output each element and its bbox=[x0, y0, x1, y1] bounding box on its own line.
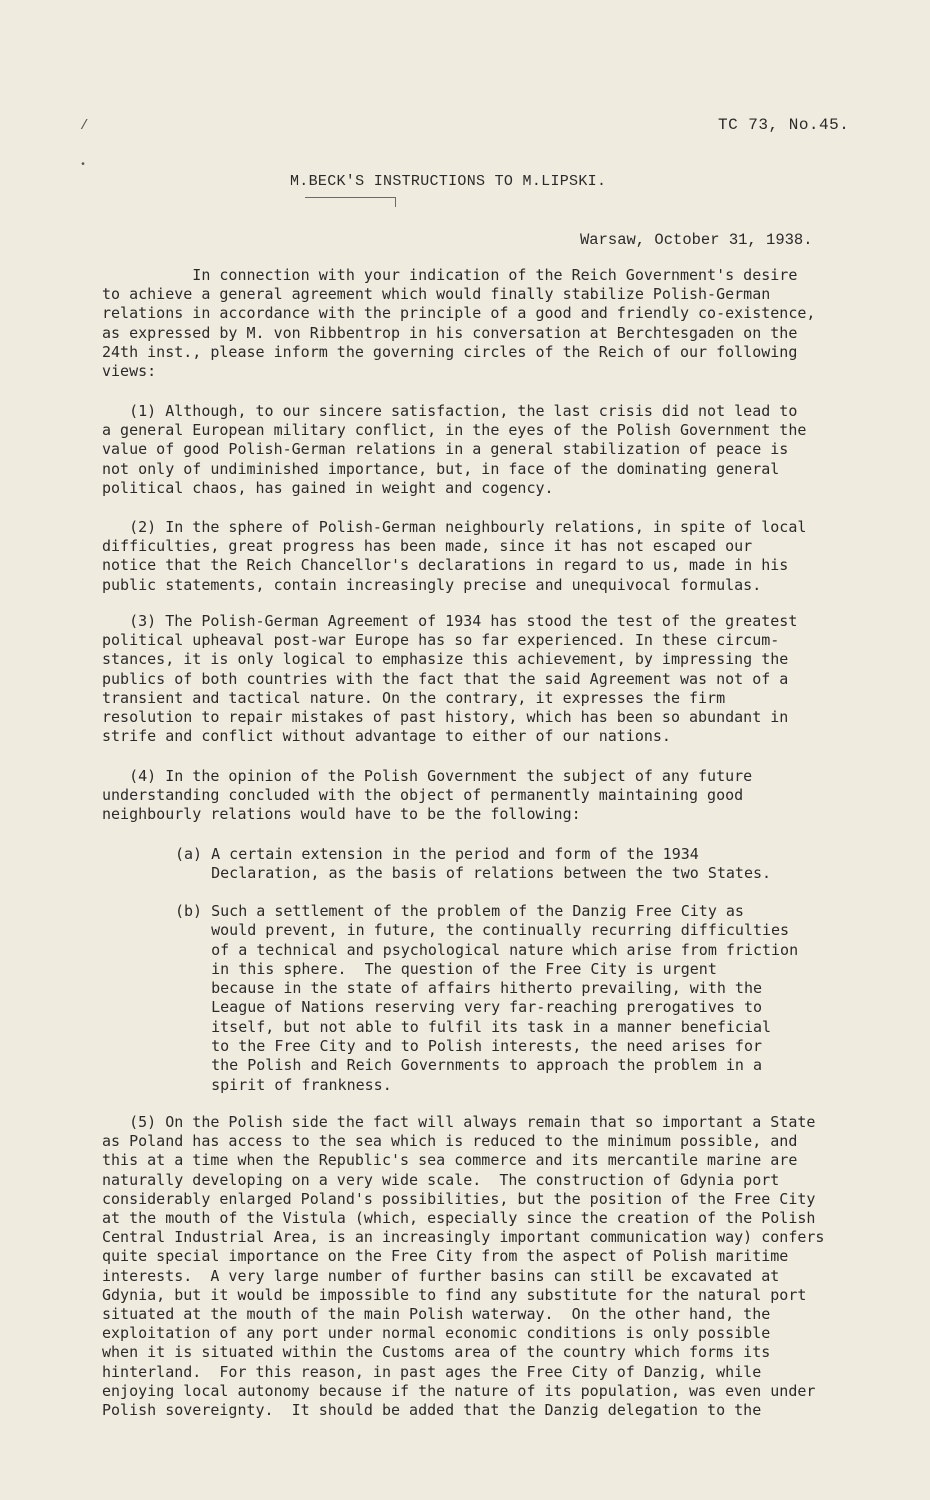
document-title: M.BECK'S INSTRUCTIONS TO M.LIPSKI. bbox=[290, 173, 607, 190]
point-5-paragraph: (5) On the Polish side the fact will always remain that so important a State as Poland has access to the sea which is reduced to the minimum possible, and this at a time when the Republic's sea commerce and its mercantile marine are naturally developing on a very wide scale. The construction of Gdynia port considerably enlarged Poland's possibilities, but the position of the Free City at the mouth of the Vistula (which, especially since the creation of the Polish Central Industrial Area, is an increasingly important communication way) confers quite special importance on the Free City from the aspect of Polish maritime interests. A very large number of further basins can still be excavated at Gdynia, but it would be impossible to find any substitute for the natural port situated at the mouth of the main Polish waterway. On the other hand, the exploitation of any port under normal economic conditions is only possible when it is situated within the Customs area of the country which forms its hinterland. For this reason, in past ages the Free City of Danzig, while enjoying local autonomy because if the nature of its population, was even under Polish sovereignty. It should be added that the Danzig delegation to the bbox=[102, 1113, 825, 1420]
point-1-paragraph: (1) Although, to our sincere satisfaction, the last crisis did not lead to a general European military conflict, in the eyes of the Polish Government the value of good Polish-German relations in a general stabilization of peace is not only of undiminished importance, but, in face of the dominating general political chaos, has gained in weight and cogency. bbox=[102, 402, 807, 497]
title-underline bbox=[305, 197, 395, 198]
point-4a-paragraph: (a) A certain extension in the period and form of the 1934 Declaration, as the basis of relations between the two States. bbox=[175, 845, 772, 883]
margin-dot-icon: • bbox=[80, 160, 87, 171]
point-4b-paragraph: (b) Such a settlement of the problem of the Danzig Free City as would prevent, in future, the continually recurring difficulties of a technical and psychological nature which arise from friction in this sphere. The question of the Free City is urgent because in the state of affairs hitherto prevailing, with the League of Nations reserving very far-reaching prerogatives to itself, but not able to fulfil its task in a manner beneficial to the Free City and to Polish interests, the need arises for the Polish and Reich Governments to approach the problem in a spirit of frankness. bbox=[175, 902, 799, 1094]
point-4-paragraph: (4) In the opinion of the Polish Government the subject of any future understanding concluded with the object of permanently maintaining good neighbourly relations would have to be the following: bbox=[102, 767, 753, 824]
intro-paragraph: In connection with your indication of the Reich Government's desire to achieve a general agreement which would finally stabilize Polish-German relations in accordance with the principle of a good and friendly co-existence, as expressed by M. von Ribbentrop in his conversation at Berchtesgaden on the 24th inst., please inform the governing circles of the Reich of our following views: bbox=[102, 266, 816, 381]
point-3-paragraph: (3) The Polish-German Agreement of 1934 has stood the test of the greatest political upheaval post-war Europe has so far experienced. In these circum- stances, it is only logical to emphasize this achievement, by impressing the publics of both countries with the fact that the said Agreement was not of a transient and tactical nature. On the contrary, it expresses the firm resolution to repair mistakes of past history, which has been so abundant in strife and conflict without advantage to either of our nations. bbox=[102, 612, 798, 746]
point-2-paragraph: (2) In the sphere of Polish-German neighbourly relations, in spite of local difficulties, great progress has been made, since it has not escaped our notice that the Reich Chancellor's declarations in regard to us, made in his public statements, contain increasingly precise and unequivocal formulas. bbox=[102, 518, 807, 594]
margin-mark-icon: / bbox=[80, 118, 89, 134]
title-underline-tick bbox=[395, 197, 396, 207]
date-line: Warsaw, October 31, 1938. bbox=[580, 231, 813, 249]
document-reference: TC 73, No.45. bbox=[718, 116, 850, 134]
